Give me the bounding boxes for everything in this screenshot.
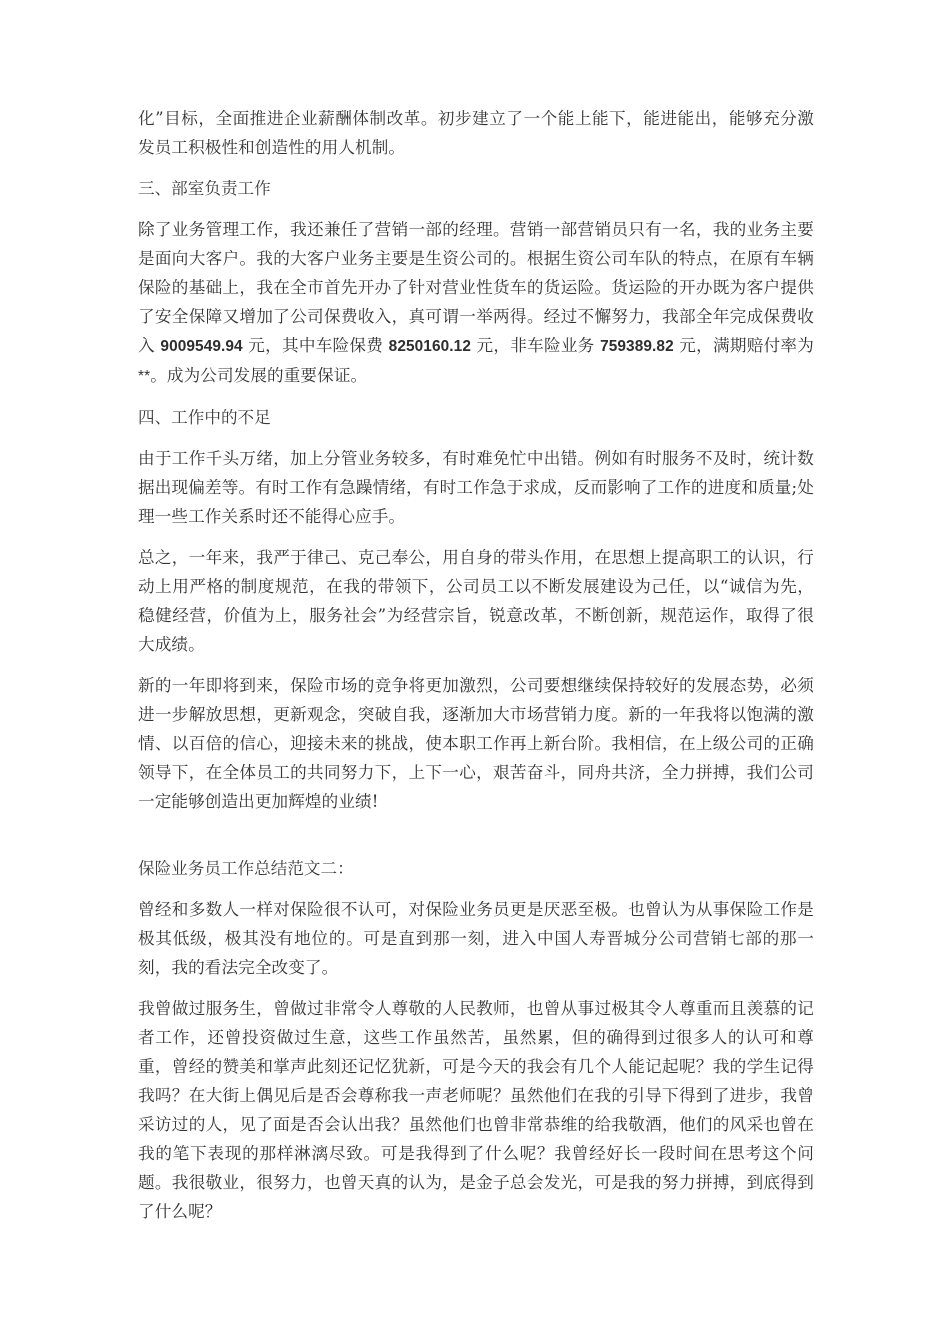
document-text-body xyxy=(138,104,814,1238)
total-premium-amount: 9009549.94 xyxy=(160,338,243,355)
heading-section-four: 四、工作中的不足 xyxy=(138,408,271,427)
paragraph-summary-conclusion: 总之，一年来，我严于律己、克己奉公，用自身的带头作用，在思想上提高职工的认识，行动上用严格的制度规范，在我的带领下，公司员工以不断发展建设为己任，以“诚信为先，稳健经营，价值为上，服务社会”为经营宗旨，锐意改革，不断创新，规范运作，取得了很大成绩。 xyxy=(138,548,814,654)
paragraph-department-duties xyxy=(138,215,814,391)
paragraph-salary-reform: 化”目标，全面推进企业薪酬体制改革。初步建立了一个能上能下，能进能出，能够充分激发员工积极性和创造性的用人机制。 xyxy=(138,109,814,157)
paragraph-past-careers-reflection: 我曾做过服务生，曾做过非常令人尊敬的人民教师，也曾从事过极其令人尊重而且羡慕的记者工作，还曾投资做过生意，这些工作虽然苦，虽然累，但的确得到过很多人的认可和尊重，曾经的赞美和掌声此刻还记忆犹新，可是今天的我会有几个人能记起呢？我的学生记得我吗？在大街上偶见后是否会尊称我一声老师呢？虽然他们在我的引导下得到了进步，我曾采访过的人，见了面是否会认出我？虽然他们也曾非常恭维的给我敬酒，他们的风采也曾在我的笔下表现的那样淋漓尽致。可是我得到了什么呢？我曾经好长一段时间在思考这个问题。我很敬业，很努力，也曾天真的认为，是金子总会发光，可是我的努力拼搏，到底得到了什么呢？ xyxy=(138,999,814,1221)
paragraph-attitude-change: 曾经和多数人一样对保险很不认可，对保险业务员更是厌恶至极。也曾认为从事保险工作是极其低级，极其没有地位的。可是直到那一刻，进入中国人寿晋城分公司营销七部的那一刻，我的看法完全改变了。 xyxy=(138,900,814,977)
auto-insurance-premium-amount: 8250160.12 xyxy=(388,338,471,355)
duties-text-after-amounts: 元，满期赔付率为 xyxy=(673,336,814,355)
duties-text-lead: 除了业务管理工作，我还兼任了营销一部的经理。营销一部营销员只有一名，我的业务主要是面向大客户。我的大客户业务主要是生资公司的。根据生资公司车队的特点，在原有车辆保险的基础上，我在全市首先开办了针对营业性货车的货运险。货运险的开办既为客户提供了安全保障又增加了公司保费收入，真可谓一举两得。经过不懈努力，我部全年完成保费收入 xyxy=(138,220,814,355)
masked-claim-rate: ** xyxy=(138,368,151,385)
duties-text-between-one-two: 元，其中车险保费 xyxy=(242,336,389,355)
duties-text-between-two-three: 元，非车险业务 xyxy=(470,336,601,355)
paragraph-new-year-outlook: 新的一年即将到来，保险市场的竞争将更加激烈，公司要想继续保持较好的发展态势，必须进一步解放思想，更新观念，突破自我，逐渐加大市场营销力度。新的一年我将以饱满的激情、以百倍的信心，迎接未来的挑战，使本职工作再上新台阶。我相信，在上级公司的正确领导下，在全体员工的共同努力下，上下一心，艰苦奋斗，同舟共济，全力拼搏，我们公司一定能够创造出更加辉煌的业绩! xyxy=(138,676,814,811)
non-auto-insurance-amount: 759389.82 xyxy=(600,338,674,355)
heading-sample-essay-two: 保险业务员工作总结范文二： xyxy=(138,859,354,878)
paragraph-shortcomings: 由于工作千头万绪，加上分管业务较多，有时难免忙中出错。例如有时服务不及时，统计数据出现偏差等。有时工作有急躁情绪，有时工作急于求成，反而影响了工作的进度和质量;处理一些工作关系时还不能得心应手。 xyxy=(138,449,814,526)
heading-section-three: 三、部室负责工作 xyxy=(138,179,271,198)
duties-text-tail: 。成为公司发展的重要保证。 xyxy=(150,366,368,385)
